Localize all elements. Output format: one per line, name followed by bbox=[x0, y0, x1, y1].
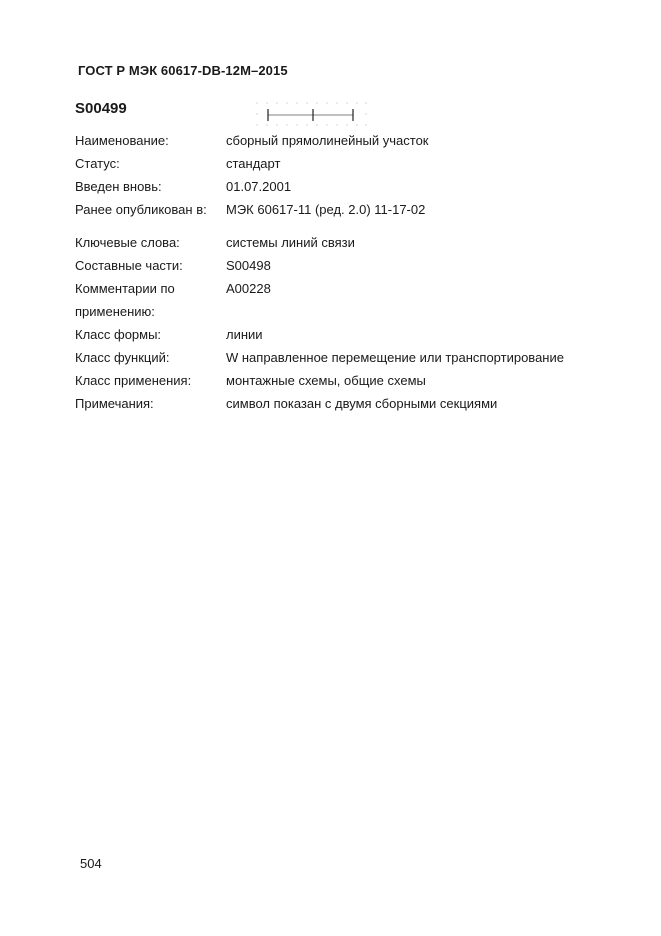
property-label: Класс применения: bbox=[75, 373, 192, 388]
property-value: линии bbox=[226, 327, 263, 342]
property-value: символ показан с двумя сборными секциями bbox=[226, 396, 498, 411]
property-label: применению: bbox=[75, 304, 155, 319]
property-value: системы линий связи bbox=[226, 235, 355, 250]
property-value: A00228 bbox=[226, 281, 271, 296]
property-value: стандарт bbox=[226, 156, 281, 171]
page-number: 504 bbox=[80, 856, 102, 871]
property-label: Примечания: bbox=[75, 396, 154, 411]
property-value: S00498 bbox=[226, 258, 271, 273]
property-label: Класс формы: bbox=[75, 327, 162, 342]
property-label: Составные части: bbox=[75, 258, 183, 273]
property-label: Статус: bbox=[75, 156, 120, 171]
property-label: Введен вновь: bbox=[75, 179, 162, 194]
property-label: Ранее опубликован в: bbox=[75, 202, 207, 217]
property-label: Комментарии по bbox=[75, 281, 175, 296]
property-value: сборный прямолинейный участок bbox=[226, 133, 429, 148]
symbol-code: S00499 bbox=[75, 100, 127, 117]
property-label: Наименование: bbox=[75, 133, 169, 148]
property-label: Ключевые слова: bbox=[75, 235, 180, 250]
property-label: Класс функций: bbox=[75, 350, 170, 365]
property-value: W направленное перемещение или транспортирование bbox=[226, 350, 564, 365]
document-header: ГОСТ Р МЭК 60617-DB-12M–2015 bbox=[78, 63, 288, 78]
property-value: монтажные схемы, общие схемы bbox=[226, 373, 426, 388]
line-with-three-ticks-icon bbox=[255, 101, 369, 127]
property-value: МЭК 60617-11 (ред. 2.0) 11-17-02 bbox=[226, 202, 426, 217]
property-value: 01.07.2001 bbox=[226, 179, 292, 194]
